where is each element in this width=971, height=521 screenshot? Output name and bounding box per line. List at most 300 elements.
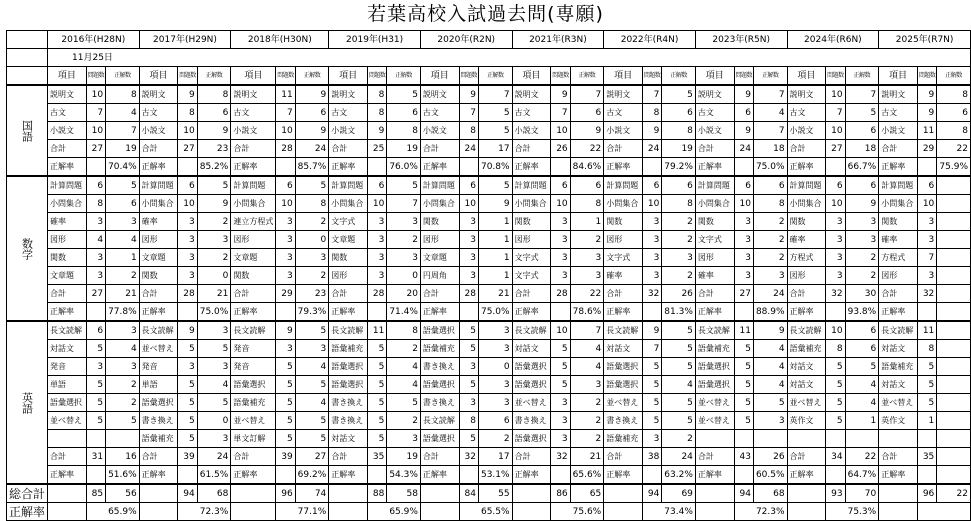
correct-count: 1 xyxy=(478,267,512,285)
question-count: 6 xyxy=(734,176,753,195)
item-name: 合計 xyxy=(329,140,368,158)
question-count: 5 xyxy=(367,412,386,430)
correct-count: 54.3% xyxy=(387,466,421,485)
question-count: 9 xyxy=(917,85,936,104)
question-count xyxy=(367,158,386,177)
correct-count: 5 xyxy=(387,394,421,412)
question-count: 5 xyxy=(86,340,105,358)
question-count: 5 xyxy=(276,412,295,430)
question-count: 5 xyxy=(459,430,478,448)
item-name: 説明文 xyxy=(512,85,551,104)
item-name: 並べ替え xyxy=(695,394,734,412)
item-name: 並べ替え xyxy=(879,394,918,412)
item-name: 書き換え xyxy=(329,394,368,412)
item-name: 正解率 xyxy=(420,158,459,177)
correct-count: 2 xyxy=(106,394,140,412)
correct-count: 2 xyxy=(570,430,604,448)
question-count: 9 xyxy=(276,321,295,340)
item-name: 英作文 xyxy=(879,412,918,430)
question-count xyxy=(917,303,936,322)
question-count: 10 xyxy=(551,321,570,340)
question-count: 3 xyxy=(367,213,386,231)
correct-header: 正解数 xyxy=(387,67,421,86)
item-name: 小説文 xyxy=(231,122,276,140)
question-count: 10 xyxy=(86,122,105,140)
item-name: 対話文 xyxy=(879,340,918,358)
question-count: 5 xyxy=(826,376,845,394)
correct-count: 71.4% xyxy=(387,303,421,322)
question-count: 3 xyxy=(459,213,478,231)
question-count: 7 xyxy=(642,85,661,104)
item-name: 方程式 xyxy=(787,249,826,267)
correct-count: 78.6% xyxy=(570,303,604,322)
item-name: 並べ替え xyxy=(512,394,551,412)
item-name: 語彙補充 xyxy=(787,340,826,358)
item-name: 図形 xyxy=(695,249,734,267)
question-count: 8 xyxy=(86,195,105,213)
blank-cell xyxy=(604,484,643,503)
item-name: 図形 xyxy=(329,267,368,285)
item-name: 語彙補充 xyxy=(879,358,918,376)
correct-count: 93.8% xyxy=(845,303,879,322)
question-count: 5 xyxy=(734,340,753,358)
question-count: 8 xyxy=(826,340,845,358)
correct-count: 5 xyxy=(295,376,329,394)
item-name: 合計 xyxy=(48,448,87,466)
item-name: 説明文 xyxy=(604,85,643,104)
item-name: 関数 xyxy=(787,213,826,231)
question-count: 5 xyxy=(917,358,936,376)
question-count: 26 xyxy=(551,140,570,158)
correct-count: 21 xyxy=(106,285,140,303)
correct-count: 6 xyxy=(197,104,231,122)
item-name: 語彙選択 xyxy=(512,358,551,376)
question-count: 5 xyxy=(459,321,478,340)
grand-total-correct: 55 xyxy=(478,484,512,503)
correct-count: 2 xyxy=(845,249,879,267)
item-name: 正解率 xyxy=(231,303,276,322)
correct-count: 21 xyxy=(478,285,512,303)
question-count: 5 xyxy=(276,394,295,412)
item-name: 合計 xyxy=(420,285,459,303)
question-count: 3 xyxy=(178,267,197,285)
correct-count: 2 xyxy=(753,249,787,267)
correct-count: 26 xyxy=(662,285,696,303)
question-count: 5 xyxy=(178,394,197,412)
overall-rate-value: 65.9% xyxy=(86,503,139,521)
correct-count: 5 xyxy=(387,85,421,104)
question-count: 3 xyxy=(734,231,753,249)
correct-count: 2 xyxy=(295,267,329,285)
correct-count: 17 xyxy=(478,448,512,466)
question-count xyxy=(551,303,570,322)
question-count: 3 xyxy=(551,412,570,430)
item-name: 長文読解 xyxy=(139,321,178,340)
question-count xyxy=(367,303,386,322)
correct-count: 26 xyxy=(753,448,787,466)
question-count: 3 xyxy=(276,213,295,231)
question-count: 9 xyxy=(459,85,478,104)
item-name: 書き換え xyxy=(512,412,551,430)
blank-cell xyxy=(420,503,459,521)
correct-count: 3 xyxy=(570,267,604,285)
item-name: 文字式 xyxy=(695,231,734,249)
correct-count: 3 xyxy=(845,231,879,249)
question-count: 31 xyxy=(86,448,105,466)
blank-cell xyxy=(787,503,826,521)
blank-cell xyxy=(139,484,178,503)
correct-count: 3 xyxy=(570,249,604,267)
correct-count: 4 xyxy=(753,358,787,376)
correct-count: 1 xyxy=(570,213,604,231)
question-count: 9 xyxy=(734,122,753,140)
correct-count: 1 xyxy=(478,231,512,249)
year-header: 2020年(R2N) xyxy=(420,31,512,49)
correct-count xyxy=(937,358,971,376)
item-name: 関数 xyxy=(604,213,643,231)
item-name: 図形 xyxy=(231,231,276,249)
question-count: 24 xyxy=(459,140,478,158)
correct-count: 2 xyxy=(570,394,604,412)
correct-count: 75.9% xyxy=(937,158,971,177)
grand-total-questions: 94 xyxy=(642,484,661,503)
correct-count: 5 xyxy=(387,176,421,195)
item-name: 小説文 xyxy=(48,122,87,140)
item-name: 並べ替え xyxy=(48,412,87,430)
question-count: 28 xyxy=(276,140,295,158)
correct-count: 2 xyxy=(662,231,696,249)
question-count: 27 xyxy=(86,285,105,303)
correct-count: 79.2% xyxy=(662,158,696,177)
item-name: 長文読解 xyxy=(604,321,643,340)
item-name: 正解率 xyxy=(695,158,734,177)
question-count: 3 xyxy=(551,394,570,412)
question-count: 8 xyxy=(367,104,386,122)
question-count xyxy=(86,430,105,448)
correct-count: 5 xyxy=(662,85,696,104)
question-count: 5 xyxy=(367,430,386,448)
question-count: 3 xyxy=(86,249,105,267)
blank-cell xyxy=(512,484,551,503)
correct-count: 8 xyxy=(937,85,971,104)
question-count: 10 xyxy=(178,122,197,140)
grand-total-questions: 94 xyxy=(734,484,753,503)
correct-count: 6 xyxy=(570,104,604,122)
item-name: 正解率 xyxy=(879,158,918,177)
correct-count: 4 xyxy=(753,340,787,358)
question-count: 39 xyxy=(178,448,197,466)
correct-count: 30 xyxy=(845,285,879,303)
item-header: 項目 xyxy=(329,67,368,86)
item-name: 正解率 xyxy=(512,158,551,177)
item-name: 合計 xyxy=(604,448,643,466)
overall-rate-value: 72.3% xyxy=(734,503,787,521)
item-name: 小説文 xyxy=(512,122,551,140)
item-name: 長文読解 xyxy=(420,412,459,430)
item-name: 対話文 xyxy=(604,340,643,358)
item-name: 正解率 xyxy=(329,303,368,322)
correct-count xyxy=(937,195,971,213)
correct-count: 8 xyxy=(937,122,971,140)
correct-count: 3 xyxy=(570,376,604,394)
grand-total-correct: 68 xyxy=(753,484,787,503)
question-count: 6 xyxy=(642,176,661,195)
blank-cell xyxy=(787,484,826,503)
correct-count: 88.9% xyxy=(753,303,787,322)
correct-count: 0 xyxy=(197,267,231,285)
question-count: 5 xyxy=(734,394,753,412)
correct-count: 3 xyxy=(753,267,787,285)
question-count xyxy=(551,158,570,177)
correct-count: 3 xyxy=(197,321,231,340)
question-count: 6 xyxy=(734,104,753,122)
question-count: 5 xyxy=(86,412,105,430)
correct-count: 3 xyxy=(478,340,512,358)
correct-count: 3 xyxy=(106,213,140,231)
correct-count: 22 xyxy=(570,285,604,303)
item-name: 小問集合 xyxy=(604,195,643,213)
correct-count: 6 xyxy=(845,340,879,358)
item-name: 計算問題 xyxy=(420,176,459,195)
total-q-header: 問題数 xyxy=(551,67,570,86)
item-name: 図形 xyxy=(512,231,551,249)
question-count: 38 xyxy=(642,448,661,466)
overall-rate-value: 65.5% xyxy=(459,503,512,521)
item-name: 書き換え xyxy=(604,412,643,430)
item-name: 語彙補充 xyxy=(139,430,178,448)
item-name: 合計 xyxy=(512,285,551,303)
item-name: 文字式 xyxy=(512,249,551,267)
item-name: 計算問題 xyxy=(604,176,643,195)
item-header: 項目 xyxy=(879,67,918,86)
correct-count: 5 xyxy=(845,104,879,122)
item-name: 発音 xyxy=(231,358,276,376)
item-name: 確率 xyxy=(879,231,918,249)
question-count: 27 xyxy=(826,140,845,158)
correct-count: 21 xyxy=(197,285,231,303)
correct-count xyxy=(937,321,971,340)
question-count: 5 xyxy=(459,376,478,394)
question-count: 11 xyxy=(734,321,753,340)
correct-count: 1 xyxy=(106,249,140,267)
question-count: 3 xyxy=(734,213,753,231)
grand-total-correct: 56 xyxy=(106,484,140,503)
year-header: 2019年(H31) xyxy=(329,31,421,49)
item-name: 図形 xyxy=(604,231,643,249)
correct-count: 69.2% xyxy=(295,466,329,485)
grand-total-questions: 94 xyxy=(178,484,197,503)
correct-count: 5 xyxy=(662,412,696,430)
question-count: 32 xyxy=(826,285,845,303)
correct-header: 正解数 xyxy=(845,67,879,86)
question-count xyxy=(459,303,478,322)
correct-count: 9 xyxy=(570,122,604,140)
grand-total-questions: 86 xyxy=(551,484,570,503)
question-count: 7 xyxy=(86,104,105,122)
item-name: 図形 xyxy=(879,267,918,285)
item-name: 単文訂解 xyxy=(231,430,276,448)
item-name: 説明文 xyxy=(329,85,368,104)
item-name: 小問集合 xyxy=(420,195,459,213)
item-name: 語彙選択 xyxy=(695,376,734,394)
question-count: 7 xyxy=(917,249,936,267)
item-header: 項目 xyxy=(787,67,826,86)
correct-count: 23 xyxy=(197,140,231,158)
correct-count: 5 xyxy=(845,358,879,376)
blank-cell xyxy=(7,67,48,86)
grand-total-correct: 65 xyxy=(570,484,604,503)
question-count: 10 xyxy=(642,195,661,213)
question-count: 27 xyxy=(734,285,753,303)
question-count: 5 xyxy=(734,412,753,430)
correct-header: 正解数 xyxy=(478,67,512,86)
item-name: 正解率 xyxy=(512,466,551,485)
item-name: 合計 xyxy=(139,285,178,303)
correct-count: 2 xyxy=(197,249,231,267)
question-count: 5 xyxy=(826,394,845,412)
item-name: 語彙補充 xyxy=(231,394,276,412)
item-name: 古文 xyxy=(48,104,87,122)
question-count: 28 xyxy=(367,285,386,303)
item-name: 計算問題 xyxy=(879,176,918,195)
correct-count: 6 xyxy=(106,195,140,213)
item-name: 合計 xyxy=(695,140,734,158)
correct-count: 6 xyxy=(662,104,696,122)
item-name: 書き換え xyxy=(139,412,178,430)
item-name: 合計 xyxy=(604,285,643,303)
correct-count: 64.7% xyxy=(845,466,879,485)
blank-cell xyxy=(329,484,368,503)
question-count: 3 xyxy=(551,213,570,231)
correct-count: 4 xyxy=(106,104,140,122)
question-count: 3 xyxy=(178,213,197,231)
correct-count: 8 xyxy=(197,85,231,104)
correct-count: 8 xyxy=(570,195,604,213)
correct-header: 正解数 xyxy=(662,67,696,86)
item-name: 正解率 xyxy=(695,466,734,485)
correct-count: 3 xyxy=(478,376,512,394)
correct-count: 1 xyxy=(478,249,512,267)
question-count: 6 xyxy=(178,176,197,195)
item-name: 正解率 xyxy=(787,466,826,485)
correct-count: 85.2% xyxy=(197,158,231,177)
question-count: 8 xyxy=(459,122,478,140)
item-name: 発音 xyxy=(139,358,178,376)
question-count: 4 xyxy=(86,231,105,249)
question-count: 10 xyxy=(826,195,845,213)
correct-count: 4 xyxy=(570,358,604,376)
correct-count: 7 xyxy=(570,85,604,104)
correct-count: 8 xyxy=(295,195,329,213)
correct-count: 4 xyxy=(387,376,421,394)
correct-count: 5 xyxy=(662,358,696,376)
question-count xyxy=(86,466,105,485)
correct-count: 20 xyxy=(387,285,421,303)
question-count: 6 xyxy=(551,176,570,195)
correct-count: 9 xyxy=(197,122,231,140)
correct-count: 5 xyxy=(478,104,512,122)
item-header: 項目 xyxy=(48,67,87,86)
item-name: 小説文 xyxy=(420,122,459,140)
item-name: 関数 xyxy=(329,249,368,267)
item-name: 正解率 xyxy=(420,303,459,322)
question-count: 5 xyxy=(917,376,936,394)
item-name: 長文読解 xyxy=(695,321,734,340)
correct-count: 2 xyxy=(845,267,879,285)
correct-count: 79.3% xyxy=(295,303,329,322)
total-q-header: 問題数 xyxy=(367,67,386,86)
question-count: 11 xyxy=(276,85,295,104)
question-count: 3 xyxy=(917,213,936,231)
subject-label: 英語 xyxy=(7,321,48,484)
question-count: 3 xyxy=(734,249,753,267)
correct-count xyxy=(845,430,879,448)
item-name: 確率 xyxy=(139,213,178,231)
correct-count: 22 xyxy=(570,140,604,158)
correct-count xyxy=(937,412,971,430)
question-count: 7 xyxy=(276,104,295,122)
question-count: 9 xyxy=(642,122,661,140)
item-name: 小問集合 xyxy=(787,195,826,213)
item-name: 長文読解 xyxy=(787,321,826,340)
item-name: 関数 xyxy=(48,249,87,267)
question-count: 5 xyxy=(551,376,570,394)
question-count: 10 xyxy=(917,195,936,213)
correct-count: 8 xyxy=(753,195,787,213)
question-count xyxy=(178,158,197,177)
total-q-header: 問題数 xyxy=(86,67,105,86)
question-count xyxy=(826,430,845,448)
question-count xyxy=(276,158,295,177)
exam-date: 11月25日 xyxy=(48,49,971,67)
correct-count: 2 xyxy=(662,213,696,231)
correct-count: 4 xyxy=(295,358,329,376)
item-name: 古文 xyxy=(139,104,178,122)
correct-count: 17 xyxy=(478,140,512,158)
item-name: 古文 xyxy=(695,104,734,122)
question-count: 9 xyxy=(551,85,570,104)
correct-count: 3 xyxy=(387,249,421,267)
overall-rate-value: 65.9% xyxy=(367,503,420,521)
correct-count: 4 xyxy=(387,358,421,376)
question-count xyxy=(642,303,661,322)
question-count: 11 xyxy=(917,122,936,140)
grand-total-correct: 68 xyxy=(197,484,231,503)
question-count: 3 xyxy=(642,231,661,249)
question-count: 9 xyxy=(178,321,197,340)
item-name: 正解率 xyxy=(604,303,643,322)
item-name: 語彙選択 xyxy=(512,430,551,448)
correct-count: 2 xyxy=(197,213,231,231)
question-count: 3 xyxy=(86,213,105,231)
year-header: 2025年(R7N) xyxy=(879,31,971,49)
question-count: 5 xyxy=(86,376,105,394)
item-name: 計算問題 xyxy=(48,176,87,195)
grand-total-correct: 74 xyxy=(295,484,329,503)
item-name: 説明文 xyxy=(231,85,276,104)
item-name: 発音 xyxy=(48,358,87,376)
item-name: 正解率 xyxy=(231,466,276,485)
item-header: 項目 xyxy=(420,67,459,86)
item-name: 正解率 xyxy=(48,158,87,177)
question-count: 7 xyxy=(826,104,845,122)
item-name: 図形 xyxy=(48,231,87,249)
correct-count: 5 xyxy=(478,176,512,195)
item-name: 合計 xyxy=(139,448,178,466)
correct-count: 8 xyxy=(662,122,696,140)
year-header: 2024年(R6N) xyxy=(787,31,879,49)
year-header: 2023年(R5N) xyxy=(695,31,787,49)
